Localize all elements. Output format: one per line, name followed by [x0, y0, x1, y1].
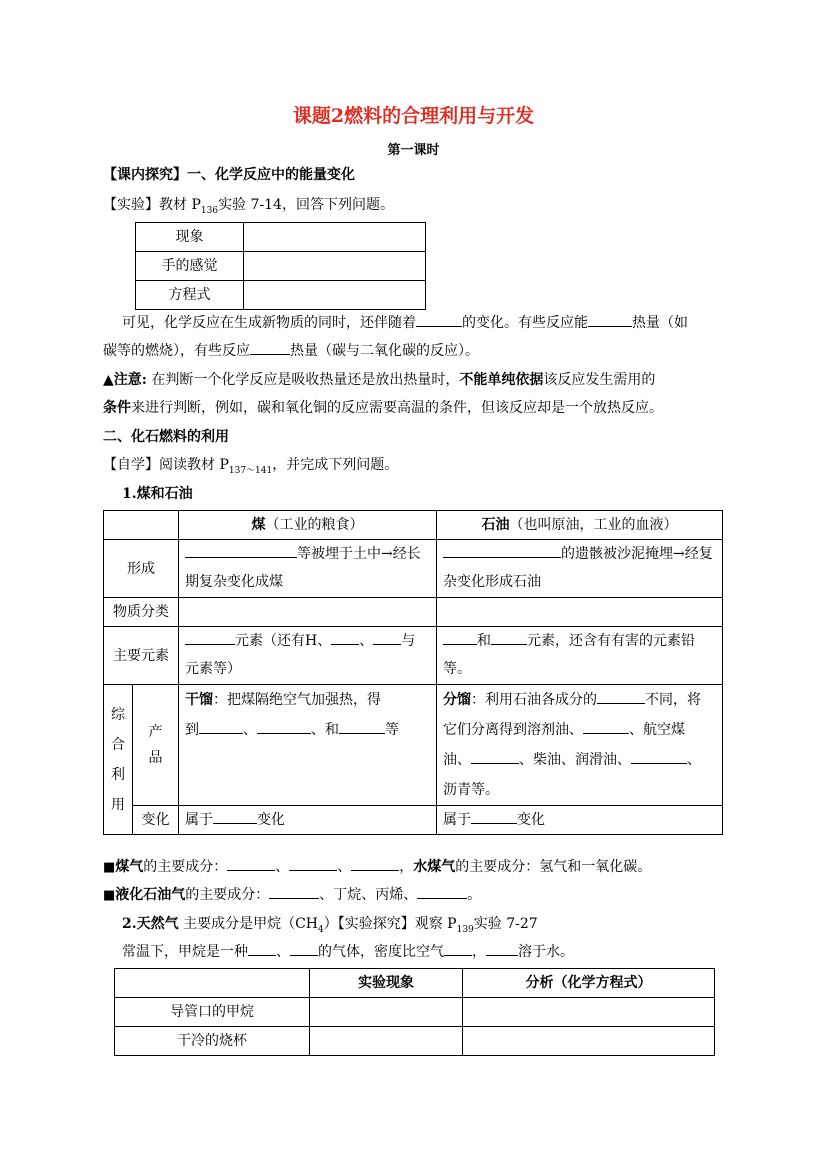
fill-blank[interactable] [444, 943, 472, 956]
change-coal: 属于 变化 [179, 806, 437, 835]
answer-cell[interactable] [244, 223, 426, 252]
row-label-product: 产 品 [132, 685, 178, 806]
fill-blank[interactable] [471, 751, 519, 764]
fill-blank[interactable] [269, 886, 319, 899]
answer-cell[interactable] [310, 998, 463, 1027]
fill-blank[interactable] [290, 943, 318, 956]
table-header: 实验现象 [310, 969, 463, 998]
answer-cell[interactable] [310, 1027, 463, 1056]
fill-blank[interactable] [486, 943, 518, 956]
product-coal: 干馏：把煤隔绝空气加强热，得 到 、 、和 等 [179, 685, 437, 806]
fill-blank[interactable] [588, 314, 632, 327]
methane-table [114, 968, 715, 1056]
gas-line-1: ■煤气的主要成分： 、 、 ，水煤气的主要成分：氢气和一氧化碳。 [103, 859, 652, 875]
fill-blank[interactable] [331, 632, 359, 645]
page-title: 课题2燃料的合理利用与开发 [292, 105, 535, 127]
fill-blank[interactable] [631, 751, 687, 764]
fill-blank[interactable] [471, 811, 517, 824]
fill-blank[interactable] [257, 721, 311, 734]
table-row: 方程式 [136, 281, 244, 310]
paragraph-energy: 可见，化学反应在生成新物质的同时，还伴随着 的变化。有些反应能 热量（如 [122, 315, 688, 331]
row-label-class: 物质分类 [104, 598, 179, 627]
coal-oil-table [103, 510, 723, 835]
coal-header: 煤（工业的粮食） [179, 511, 437, 540]
natural-gas-line: 2.天然气 主要成分是甲烷$(CH_4)$【实验探究】观察 $P_{139}$实验 7-27 [122, 916, 538, 935]
fill-blank[interactable] [417, 886, 467, 899]
fill-blank[interactable] [597, 691, 645, 704]
fill-blank[interactable] [491, 632, 527, 645]
fill-blank[interactable] [373, 632, 401, 645]
elements-oil: 和 元素，还含有有害的元素铅等。 [437, 627, 723, 685]
section-2-heading: 二、化石燃料的利用 [103, 429, 229, 445]
answer-cell[interactable] [437, 598, 723, 627]
row-label-comprehensive: 综 合 利 用 [104, 685, 133, 835]
oil-header: 石油（也叫原油，工业的血液） [437, 511, 723, 540]
fill-blank[interactable] [289, 858, 337, 871]
formation-oil: 的遗骸被沙泥掩埋→经复 杂变化形成石油 [437, 540, 723, 598]
table-row: 手的感觉 [136, 252, 244, 281]
fill-blank[interactable] [185, 545, 297, 558]
self-study-line: 【自学】阅读教材 $P_{137\sim 141}$，并完成下列问题。 [103, 457, 399, 476]
section-1-heading: 【课内探究】一、化学反应中的能量变化 [103, 167, 355, 183]
product-oil: 分馏：利用石油各成分的 不同，将 它们分离得到溶剂油、 、航空煤 油、 、柴油、润滑油、 、 沥青等。 [437, 685, 723, 806]
fill-blank[interactable] [185, 632, 235, 645]
table-row: 干冷的烧杯 [115, 1027, 310, 1056]
gas-line-2: ■液化石油气的主要成分： 、丁烷、丙烯、 。 [103, 887, 482, 903]
row-label-change: 变化 [132, 806, 178, 835]
experiment-line: 【实验】教材 $P_{136}$实验 7-14，回答下列问题。 [103, 197, 394, 216]
elements-coal: 元素（还有H、 、 与 元素等） [179, 627, 437, 685]
fill-blank[interactable] [583, 721, 629, 734]
formation-coal: 等被埋于土中→经长 期复杂变化成煤 [179, 540, 437, 598]
fill-blank[interactable] [443, 545, 561, 558]
lesson-subtitle: 第一课时 [387, 143, 440, 158]
experiment-table [135, 222, 426, 310]
change-oil: 属于 变化 [437, 806, 723, 835]
table-row: 导管口的甲烷 [115, 998, 310, 1027]
fill-blank[interactable] [339, 721, 385, 734]
answer-cell[interactable] [244, 281, 426, 310]
table-row: 现象 [136, 223, 244, 252]
paragraph-energy-2: 碳等的燃烧），有些反应 热量（碳与二氧化碳的反应）。 [103, 343, 479, 359]
fill-blank[interactable] [351, 858, 399, 871]
methane-line: 常温下，甲烷是一种 、 的气体，密度比空气 ， 溶于水。 [122, 944, 574, 960]
row-label-formation: 形成 [104, 540, 179, 598]
table-header [115, 969, 310, 998]
fill-blank[interactable] [250, 342, 290, 355]
coal-oil-heading: 1.煤和石油 [122, 486, 193, 502]
fill-blank[interactable] [199, 721, 243, 734]
fill-blank[interactable] [248, 943, 276, 956]
note-line-1: ▲注意: 在判断一个化学反应是吸收热量还是放出热量时，不能单纯依据该反应发生需用的 [103, 372, 656, 388]
fill-blank[interactable] [443, 632, 477, 645]
answer-cell[interactable] [179, 598, 437, 627]
fill-blank[interactable] [213, 811, 257, 824]
note-line-2: 条件来进行判断，例如，碳和氧化铜的反应需要高温的条件，但该反应却是一个放热反应。 [103, 400, 663, 416]
answer-cell[interactable] [244, 252, 426, 281]
fill-blank[interactable] [416, 314, 462, 327]
row-label-elements: 主要元素 [104, 627, 179, 685]
fill-blank[interactable] [227, 858, 275, 871]
answer-cell[interactable] [463, 998, 715, 1027]
answer-cell[interactable] [463, 1027, 715, 1056]
table-header: 分析（化学方程式） [463, 969, 715, 998]
